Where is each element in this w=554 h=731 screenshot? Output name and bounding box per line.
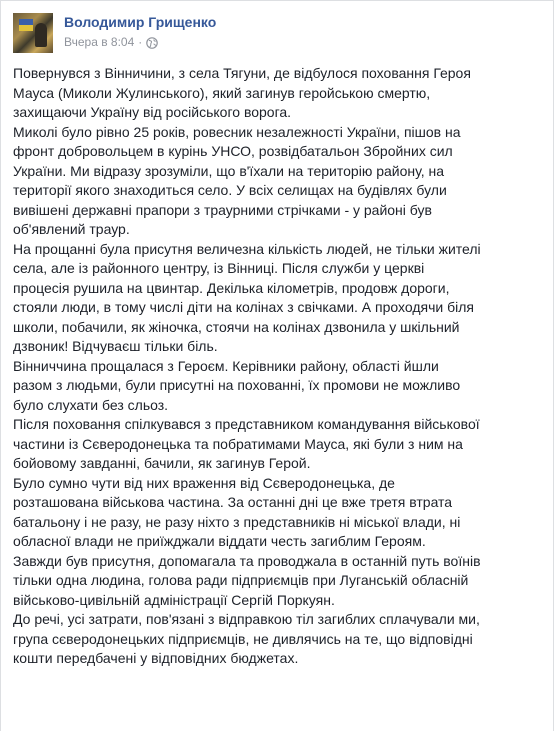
post-text-line: Повернувся з Вінничини, з села Тягуни, де відбулося поховання Героя <box>13 65 471 81</box>
post-text-line: села, але із районного центру, із Вінниці. Після служби у церкві <box>13 260 425 276</box>
post-text-line: захищаючи Україну від російського ворога. <box>13 104 292 120</box>
post-text <box>13 64 543 669</box>
avatar-flag-yellow <box>19 25 33 31</box>
post-paragraph <box>13 415 543 474</box>
post-text-line: Було сумно чути від них враження від Сєверодонецька, де <box>13 474 395 491</box>
avatar-figure <box>35 23 47 47</box>
post-text-line: Миколі було рівно 25 років, ровесник незалежності України, пішов на <box>13 123 461 140</box>
post-text-line: Після поховання спілкувався з представником командування військової <box>13 416 480 432</box>
post-text-line: території якого знаходиться село. У всіх селищах на будівлях були <box>13 182 447 198</box>
post-paragraph <box>13 64 543 123</box>
globe-icon[interactable] <box>146 35 158 49</box>
post-text-line: До речі, усі затрати, пов'язані з відправкою тіл загиблих сплачували ми, <box>13 611 480 627</box>
post-text-line: разом з людьми, були присутні на похованні, їх промови не можливо <box>13 377 461 393</box>
post-text-line: стояли люди, в тому числі діти на колінах з свічками. А проходячи біля <box>13 299 474 315</box>
post-text-line: школи, побачили, як жіночка, стоячи на колінах дзвонила у шкільний <box>13 318 460 335</box>
post-text-line: процесія рушила на цвинтар. Декілька кілометрів, продовж дороги, <box>13 279 450 296</box>
post-text-line: розташована військова частина. За останні дні це вже третя втрата <box>13 494 453 510</box>
avatar[interactable] <box>13 13 53 53</box>
post-meta <box>64 35 158 49</box>
post-text-line: України. Ми відразу зрозуміли, що в'їхали на територію району, на <box>13 162 445 179</box>
post-text-line: група сєверодонецьких підприємців, не дивлячись на те, що відповідні <box>13 630 473 647</box>
post-header <box>13 13 533 55</box>
post-text-line: було слухати без сльоз. <box>13 396 169 413</box>
post-text-line: обласної влади не приїжджали віддати честь загиблим Героям. <box>13 533 426 549</box>
post-paragraph <box>13 123 543 240</box>
post-text-line: Вінниччина прощалася з Героєм. Керівники району, області йшли <box>13 357 439 374</box>
post-text-line: Мауса (Миколи Жулинського), який загинув геройською смертю, <box>13 84 431 101</box>
post-paragraph <box>13 552 543 611</box>
post-text-line: фронт добровольцем в курінь УНСО, розвідбатальон Збройних сил <box>13 143 453 159</box>
author-name-link[interactable]: Володимир Грищенко <box>64 14 217 30</box>
post-text-line: батальону і не разу, не разу ніхто з представників ні міської влади, ні <box>13 513 461 530</box>
post-text-line: об'явлений траур. <box>13 221 130 237</box>
post-paragraph <box>13 240 543 357</box>
post-text-line: кошти передбачені у відповідних бюджетах. <box>13 650 299 666</box>
post-text-line: дзвоник! Відчуваєш тільки біль. <box>13 338 218 354</box>
meta-separator: · <box>138 35 143 49</box>
post-text-line: На прощанні була присутня величезна кількість людей, не тільки жителі <box>13 240 481 257</box>
post-paragraph <box>13 610 543 669</box>
post-text-line: бойовому завданні, бачили, як загинув Герой. <box>13 455 311 471</box>
post-paragraph <box>13 357 543 416</box>
post-text-line: Завжди був присутня, допомагала та проводжала в останній путь воїнів <box>13 552 481 569</box>
post-timestamp-link[interactable]: Вчера в 8:04 <box>64 35 135 49</box>
post-paragraph <box>13 474 543 552</box>
post-text-line: частини із Сєверодонецька та побратимами Мауса, які були з ним на <box>13 435 463 452</box>
post-text-line: військово-цивільній адміністрації Сергій Поркуян. <box>13 591 335 608</box>
post-text-line: вивішені державні прапори з траурними стрічками - у районі був <box>13 201 432 218</box>
post-text-line: тільки одна людина, голова ради підприємців при Луганській обласній <box>13 572 469 588</box>
